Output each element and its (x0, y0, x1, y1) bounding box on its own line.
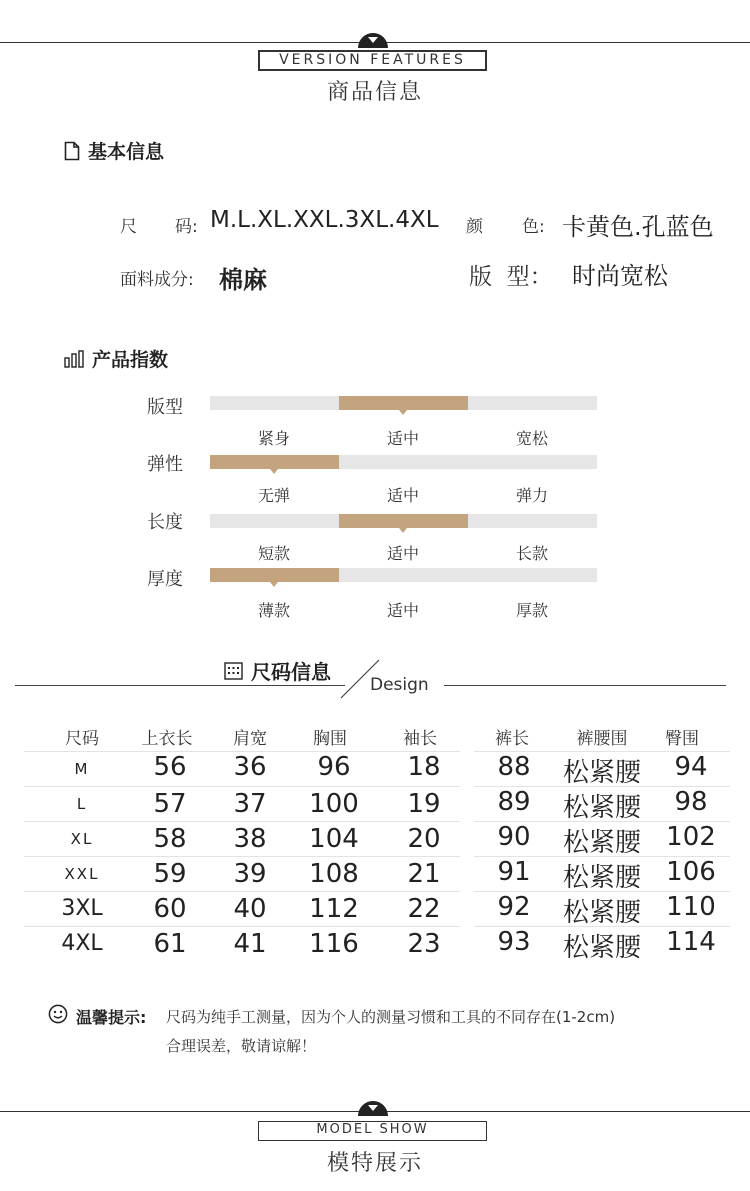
table-cell: 104 (309, 824, 359, 854)
index-track-elasticity (210, 455, 597, 469)
index-label-elasticity: 弹性 (147, 454, 183, 475)
index-track-thickness (210, 568, 597, 582)
size-cell: M (74, 760, 90, 778)
index-option: 薄款 (257, 601, 290, 620)
design-divider-right (444, 685, 726, 686)
table-cell: 92 (497, 892, 531, 922)
index-option: 适中 (386, 429, 419, 448)
table-cell: 90 (497, 822, 531, 852)
table-cell: 106 (666, 857, 716, 887)
table-cell: 108 (309, 859, 359, 889)
calendar-grid-icon (224, 661, 243, 680)
row-divider (24, 786, 460, 787)
index-marker-fit (339, 396, 468, 410)
table-cell: 41 (233, 929, 267, 959)
table-cell: 19 (407, 789, 441, 819)
col-header: 尺码 (65, 729, 99, 749)
index-option: 无弹 (257, 486, 290, 505)
table-cell: 98 (674, 787, 708, 817)
basic-info-heading: 基本信息 (64, 137, 164, 164)
table-cell: 40 (233, 894, 267, 924)
table-cell: 88 (497, 752, 531, 782)
table-cell: 37 (233, 789, 267, 819)
table-cell: 59 (153, 859, 187, 889)
index-marker-length (339, 514, 468, 528)
color-label-a: 颜 (466, 217, 483, 237)
table-cell: 100 (309, 789, 359, 819)
table-cell: 110 (666, 892, 716, 922)
tips-label: 温馨提示: (76, 1008, 147, 1027)
index-label-fit: 版型 (147, 397, 183, 418)
bar-chart-icon (64, 350, 84, 368)
col-header: 上衣长 (141, 729, 193, 749)
table-cell: 58 (153, 824, 187, 854)
design-divider-left (15, 685, 345, 686)
table-cell: 松紧腰 (562, 933, 641, 963)
table-cell: 20 (407, 824, 441, 854)
fabric-value: 棉麻 (219, 266, 267, 294)
index-label-length: 长度 (147, 512, 183, 533)
index-option: 长款 (515, 544, 548, 563)
version-features-title: VERSION FEATURES (258, 50, 487, 71)
col-header: 袖长 (403, 729, 437, 749)
index-option: 宽松 (515, 429, 548, 448)
index-option: 紧身 (257, 429, 290, 448)
index-option: 适中 (386, 486, 419, 505)
model-display-title: 模特展示 (326, 1151, 423, 1176)
table-cell: 22 (407, 894, 441, 924)
table-cell: 21 (407, 859, 441, 889)
tips-line-1: 尺码为纯手工测量，因为个人的测量习惯和工具的不同存在(1-2cm) (166, 1008, 616, 1026)
table-cell: 松紧腰 (562, 863, 641, 893)
index-track-fit (210, 396, 597, 410)
index-option: 厚款 (515, 601, 548, 620)
table-cell: 38 (233, 824, 267, 854)
col-header: 裤长 (495, 729, 529, 749)
design-label: Design (370, 675, 429, 695)
index-marker-thickness (210, 568, 339, 582)
row-divider (24, 856, 460, 857)
fit-label: 版 型： (469, 264, 553, 290)
tips-line-2: 合理误差，敬请谅解！ (166, 1037, 317, 1055)
col-header: 肩宽 (233, 729, 267, 749)
index-label-thickness: 厚度 (147, 569, 183, 590)
table-cell: 56 (153, 752, 187, 782)
index-option: 短款 (257, 544, 290, 563)
table-cell: 114 (666, 927, 716, 957)
color-value: 卡黄色.孔蓝色 (562, 213, 714, 241)
table-cell: 18 (407, 752, 441, 782)
table-cell: 60 (153, 894, 187, 924)
row-divider (24, 926, 460, 927)
table-cell: 93 (497, 927, 531, 957)
size-cell: 4XL (61, 931, 103, 956)
down-arrow-badge-icon (358, 1098, 388, 1116)
table-cell: 松紧腰 (562, 898, 641, 928)
row-divider (24, 891, 460, 892)
table-cell: 102 (666, 822, 716, 852)
col-header: 裤腰围 (576, 729, 628, 749)
product-info-title: 商品信息 (326, 80, 423, 105)
size-label-b: 码: (175, 217, 198, 237)
index-track-length (210, 514, 597, 528)
document-icon (64, 141, 80, 161)
index-option: 弹力 (515, 486, 548, 505)
table-cell: 96 (317, 752, 351, 782)
product-index-heading: 产品指数 (64, 345, 168, 372)
table-cell: 松紧腰 (562, 758, 641, 788)
table-cell: 61 (153, 929, 187, 959)
size-label-a: 尺 (120, 217, 137, 237)
size-cell: XXL (64, 865, 100, 883)
size-value: M.L.XL.XXL.3XL.4XL (210, 207, 439, 233)
down-arrow-badge-icon (358, 30, 388, 48)
row-divider (24, 821, 460, 822)
size-cell: XL (70, 830, 94, 848)
index-marker-elasticity (210, 455, 339, 469)
index-option: 适中 (386, 544, 419, 563)
table-cell: 94 (674, 752, 708, 782)
size-cell: 3XL (61, 896, 103, 921)
size-cell: L (76, 795, 88, 813)
smiley-icon (48, 1004, 68, 1024)
model-show-title: MODEL SHOW (258, 1121, 487, 1141)
table-cell: 57 (153, 789, 187, 819)
col-header: 臀围 (665, 729, 699, 749)
color-label-b: 色: (522, 217, 545, 237)
table-cell: 松紧腰 (562, 793, 641, 823)
table-cell: 112 (309, 894, 359, 924)
table-cell: 91 (497, 857, 531, 887)
size-info-heading: 尺码信息 (224, 656, 331, 685)
table-cell: 39 (233, 859, 267, 889)
col-header: 胸围 (313, 729, 347, 749)
index-option: 适中 (386, 601, 419, 620)
table-cell: 36 (233, 752, 267, 782)
table-cell: 23 (407, 929, 441, 959)
table-cell: 89 (497, 787, 531, 817)
fit-value: 时尚宽松 (572, 262, 668, 290)
fabric-label: 面料成分: (120, 270, 194, 290)
table-cell: 松紧腰 (562, 828, 641, 858)
table-cell: 116 (309, 929, 359, 959)
